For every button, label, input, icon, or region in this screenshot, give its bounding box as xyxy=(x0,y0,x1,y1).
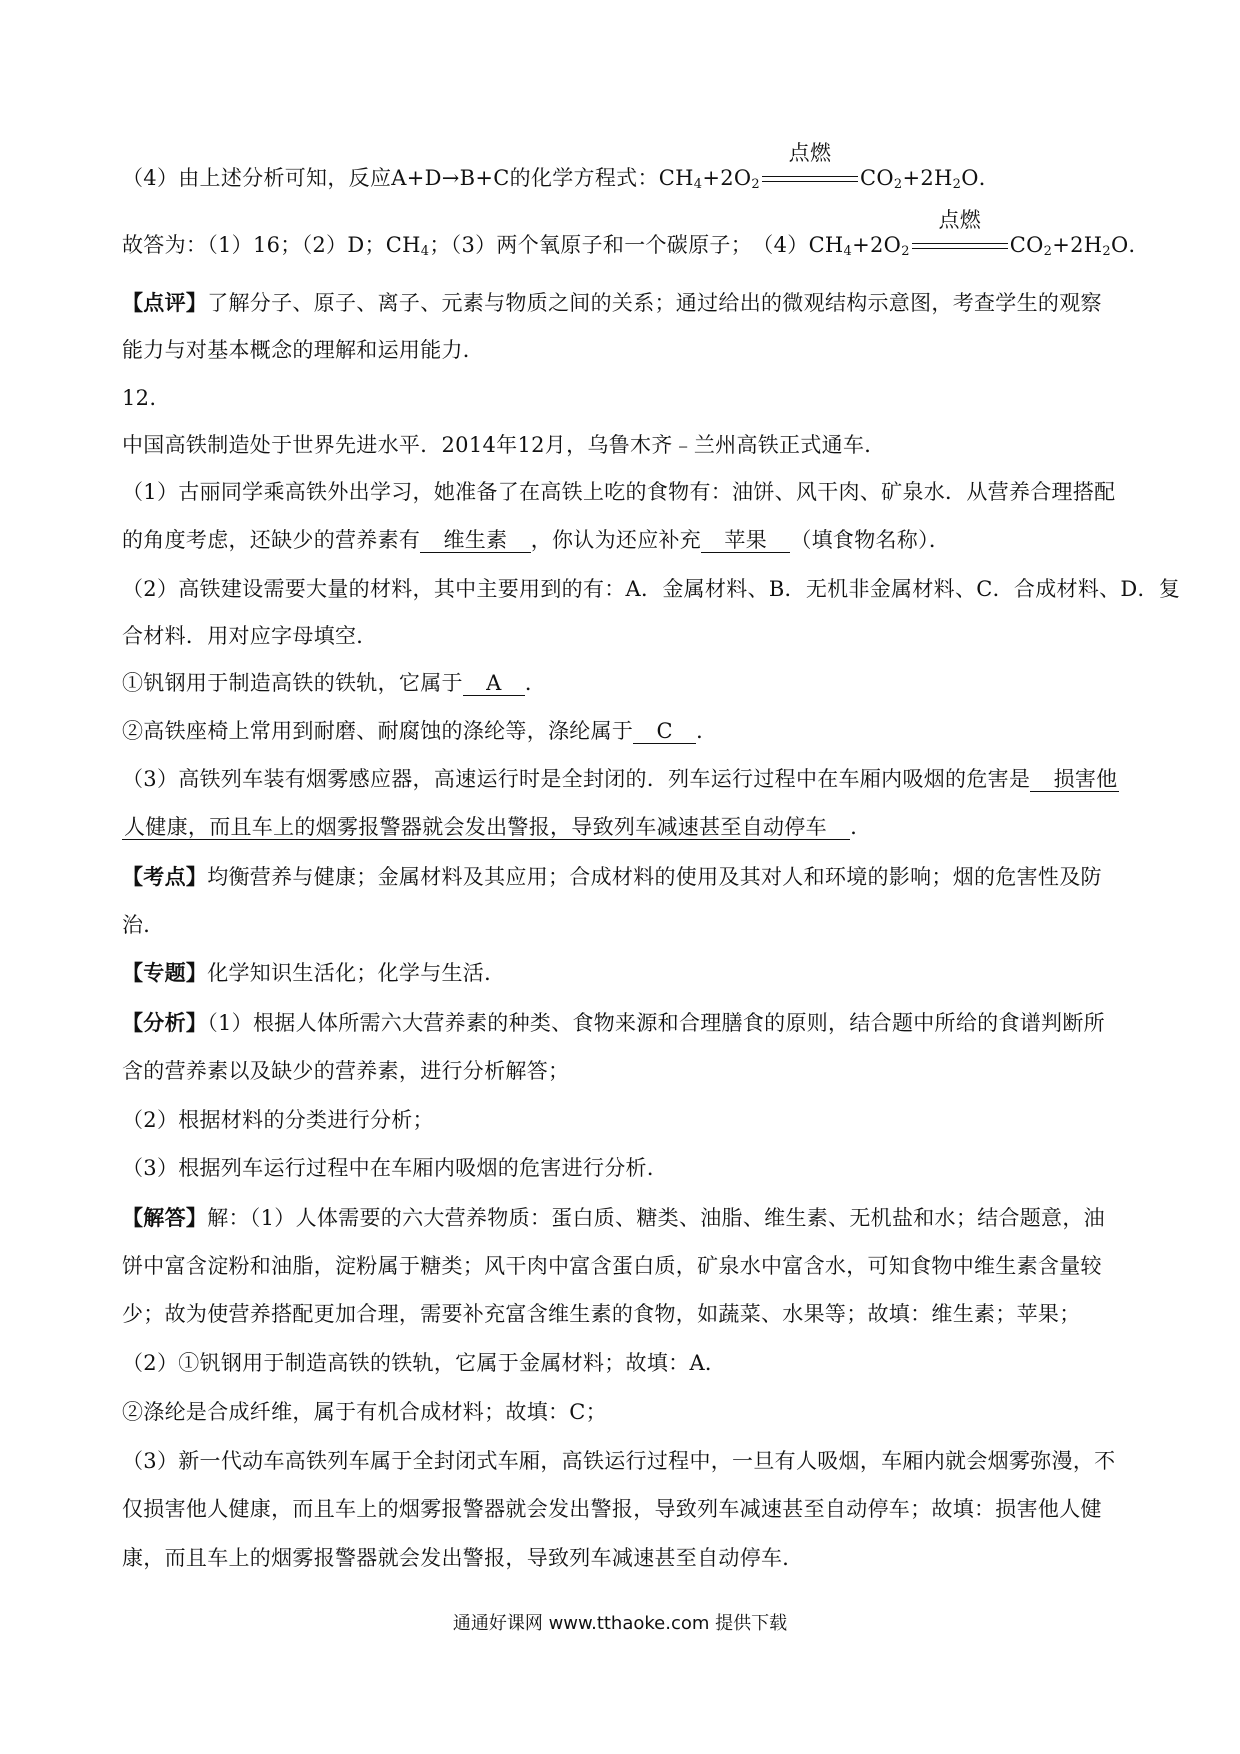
text-line xyxy=(122,668,1132,698)
text: （1）古丽同学乘高铁外出学习，她准备了在高铁上吃的食物有：油饼、风干肉、矿泉水．从营养合理搭配 xyxy=(122,480,1116,504)
equation-line-1 xyxy=(122,140,1132,193)
text: （4）由上述分析可知，反应A+D→B+C的化学方程式：CH xyxy=(122,166,694,190)
question-number xyxy=(122,383,1132,413)
text: 含的营养素以及缺少的营养素，进行分析解答； xyxy=(122,1059,570,1083)
text: CO xyxy=(1009,233,1044,257)
answer-blank: C xyxy=(635,719,695,743)
text-line xyxy=(122,1446,1132,1476)
text: ，你认为还应补充 xyxy=(530,528,702,552)
text: （1）根据人体所需六大营养素的种类、食物来源和合理膳食的原则，结合题中所给的食谱判断所 xyxy=(207,1011,1105,1035)
text-line xyxy=(122,1494,1132,1524)
text: +2O xyxy=(852,233,902,257)
section-tag: 【考点】 xyxy=(122,864,208,889)
text: 的角度考虑，还缺少的营养素有 xyxy=(122,528,421,552)
subscript: 2 xyxy=(1102,244,1111,259)
text-line xyxy=(122,1153,1132,1183)
text: （2）①钒钢用于制造高铁的铁轨，它属于金属材料；故填：A． xyxy=(122,1351,727,1375)
reaction-arrow xyxy=(912,207,1008,257)
text: 治． xyxy=(122,913,165,937)
reaction-condition: 点燃 xyxy=(938,207,982,232)
text: CO xyxy=(859,166,894,190)
text: 12. xyxy=(122,386,157,410)
text: 均衡营养与健康；金属材料及其应用；合成材料的使用及其对人和环境的影响；烟的危害性及防 xyxy=(207,865,1102,889)
text: +2H xyxy=(902,166,953,190)
section-tag: 【解答】 xyxy=(122,1205,208,1230)
text-line xyxy=(122,1348,1132,1378)
text: 故答为：（1）16；（2）D；CH xyxy=(122,233,421,257)
text: 康，而且车上的烟雾报警器就会发出警报，导致列车减速甚至自动停车． xyxy=(122,1546,804,1570)
text-line xyxy=(122,1299,1132,1329)
text: 化学知识生活化；化学与生活． xyxy=(207,961,506,985)
reaction-arrow xyxy=(762,140,858,190)
text: ． xyxy=(850,815,872,839)
solution-line xyxy=(122,1203,1132,1233)
text: ②涤纶是合成纤维，属于有机合成材料；故填：C； xyxy=(122,1400,607,1424)
question-stem xyxy=(122,430,1132,460)
analysis-line xyxy=(122,1008,1132,1038)
topic-line xyxy=(122,958,1132,988)
text-line xyxy=(122,910,1132,940)
text: O． xyxy=(1111,233,1150,257)
text: ②高铁座椅上常用到耐磨、耐腐蚀的涤纶等，涤纶属于 xyxy=(122,719,634,743)
text-line xyxy=(122,812,1132,842)
answer-line xyxy=(122,207,1150,260)
text: 少；故为使营养搭配更加合理，需要补充富含维生素的食物，如蔬菜、水果等；故填：维生素；苹果； xyxy=(122,1302,1081,1326)
text-line xyxy=(122,335,1132,365)
answer-blank: 维生素 xyxy=(422,528,529,552)
subscript: 2 xyxy=(952,177,962,192)
text: （填食物名称）． xyxy=(790,528,951,552)
text: （2）高铁建设需要大量的材料，其中主要用到的有：A．金属材料、B．无机非金属材料、C．合成材料、D．复 xyxy=(122,577,1181,601)
reaction-condition: 点燃 xyxy=(788,140,832,165)
section-tag: 【点评】 xyxy=(122,290,208,315)
text-line xyxy=(122,525,1132,555)
text-line xyxy=(122,764,1132,794)
text-line xyxy=(122,1251,1132,1281)
text: （2）根据材料的分类进行分析； xyxy=(122,1108,434,1132)
text: O． xyxy=(961,166,1001,190)
text: +2H xyxy=(1052,233,1103,257)
text-line xyxy=(122,716,1132,746)
text: 解：（1）人体需要的六大营养物质：蛋白质、糖类、油脂、维生素、无机盐和水；结合题意，油 xyxy=(207,1206,1105,1230)
text: 合材料．用对应字母填空． xyxy=(122,624,378,648)
text-line xyxy=(122,1543,1132,1573)
text: （3）根据列车运行过程中在车厢内吸烟的危害进行分析． xyxy=(122,1156,669,1180)
text-line xyxy=(122,574,1181,604)
text: 能力与对基本概念的理解和运用能力． xyxy=(122,338,485,362)
text: ①钒钢用于制造高铁的铁轨，它属于 xyxy=(122,671,463,695)
answer-blank: 人健康，而且车上的烟雾报警器就会发出警报，导致列车减速甚至自动停车 xyxy=(124,815,849,839)
subscript: 4 xyxy=(843,244,853,259)
answer-blank: 苹果 xyxy=(703,528,789,552)
text: （3）高铁列车装有烟雾感应器，高速运行时是全封闭的．列车运行过程中在车厢内吸烟的危害是 xyxy=(122,767,1031,791)
answer-blank: A xyxy=(464,671,523,695)
text: 饼中富含淀粉和油脂，淀粉属于糖类；风干肉中富含蛋白质，矿泉水中富含水，可知食物中维生素含量较 xyxy=(122,1254,1102,1278)
knowledge-point-line xyxy=(122,862,1132,892)
text-line xyxy=(122,1397,1132,1427)
text: ． xyxy=(696,719,718,743)
comment-line xyxy=(122,288,1132,318)
text: 中国高铁制造处于世界先进水平．2014年12月，乌鲁木齐﹣兰州高铁正式通车． xyxy=(122,433,886,457)
text: 了解分子、原子、离子、元素与物质之间的关系；通过给出的微观结构示意图，考查学生的观察 xyxy=(207,291,1102,315)
text-line xyxy=(122,621,1132,651)
text: 仅损害他人健康，而且车上的烟雾报警器就会发出警报，导致列车减速甚至自动停车；故填：损害他人健 xyxy=(122,1497,1102,1521)
text: ；（3）两个氧原子和一个碳原子； （4）CH xyxy=(429,233,844,257)
subscript: 4 xyxy=(420,244,430,259)
text: ． xyxy=(524,671,547,695)
subscript: 2 xyxy=(901,244,910,259)
section-tag: 【分析】 xyxy=(122,1010,208,1035)
answer-blank: 损害他 xyxy=(1032,767,1118,791)
text-line xyxy=(122,1056,1132,1086)
text-line xyxy=(122,1105,1132,1135)
section-tag: 【专题】 xyxy=(122,960,208,985)
subscript: 2 xyxy=(751,177,760,192)
text-line xyxy=(122,477,1132,507)
page-footer: 通通好课网 www.tthaoke.com 提供下载 xyxy=(452,1613,788,1634)
subscript: 2 xyxy=(1043,244,1053,259)
text: +2O xyxy=(702,166,752,190)
subscript: 4 xyxy=(693,177,703,192)
text: （3）新一代动车高铁列车属于全封闭式车厢，高铁运行过程中，一旦有人吸烟，车厢内就会烟雾弥漫，不 xyxy=(122,1449,1116,1473)
subscript: 2 xyxy=(893,177,903,192)
